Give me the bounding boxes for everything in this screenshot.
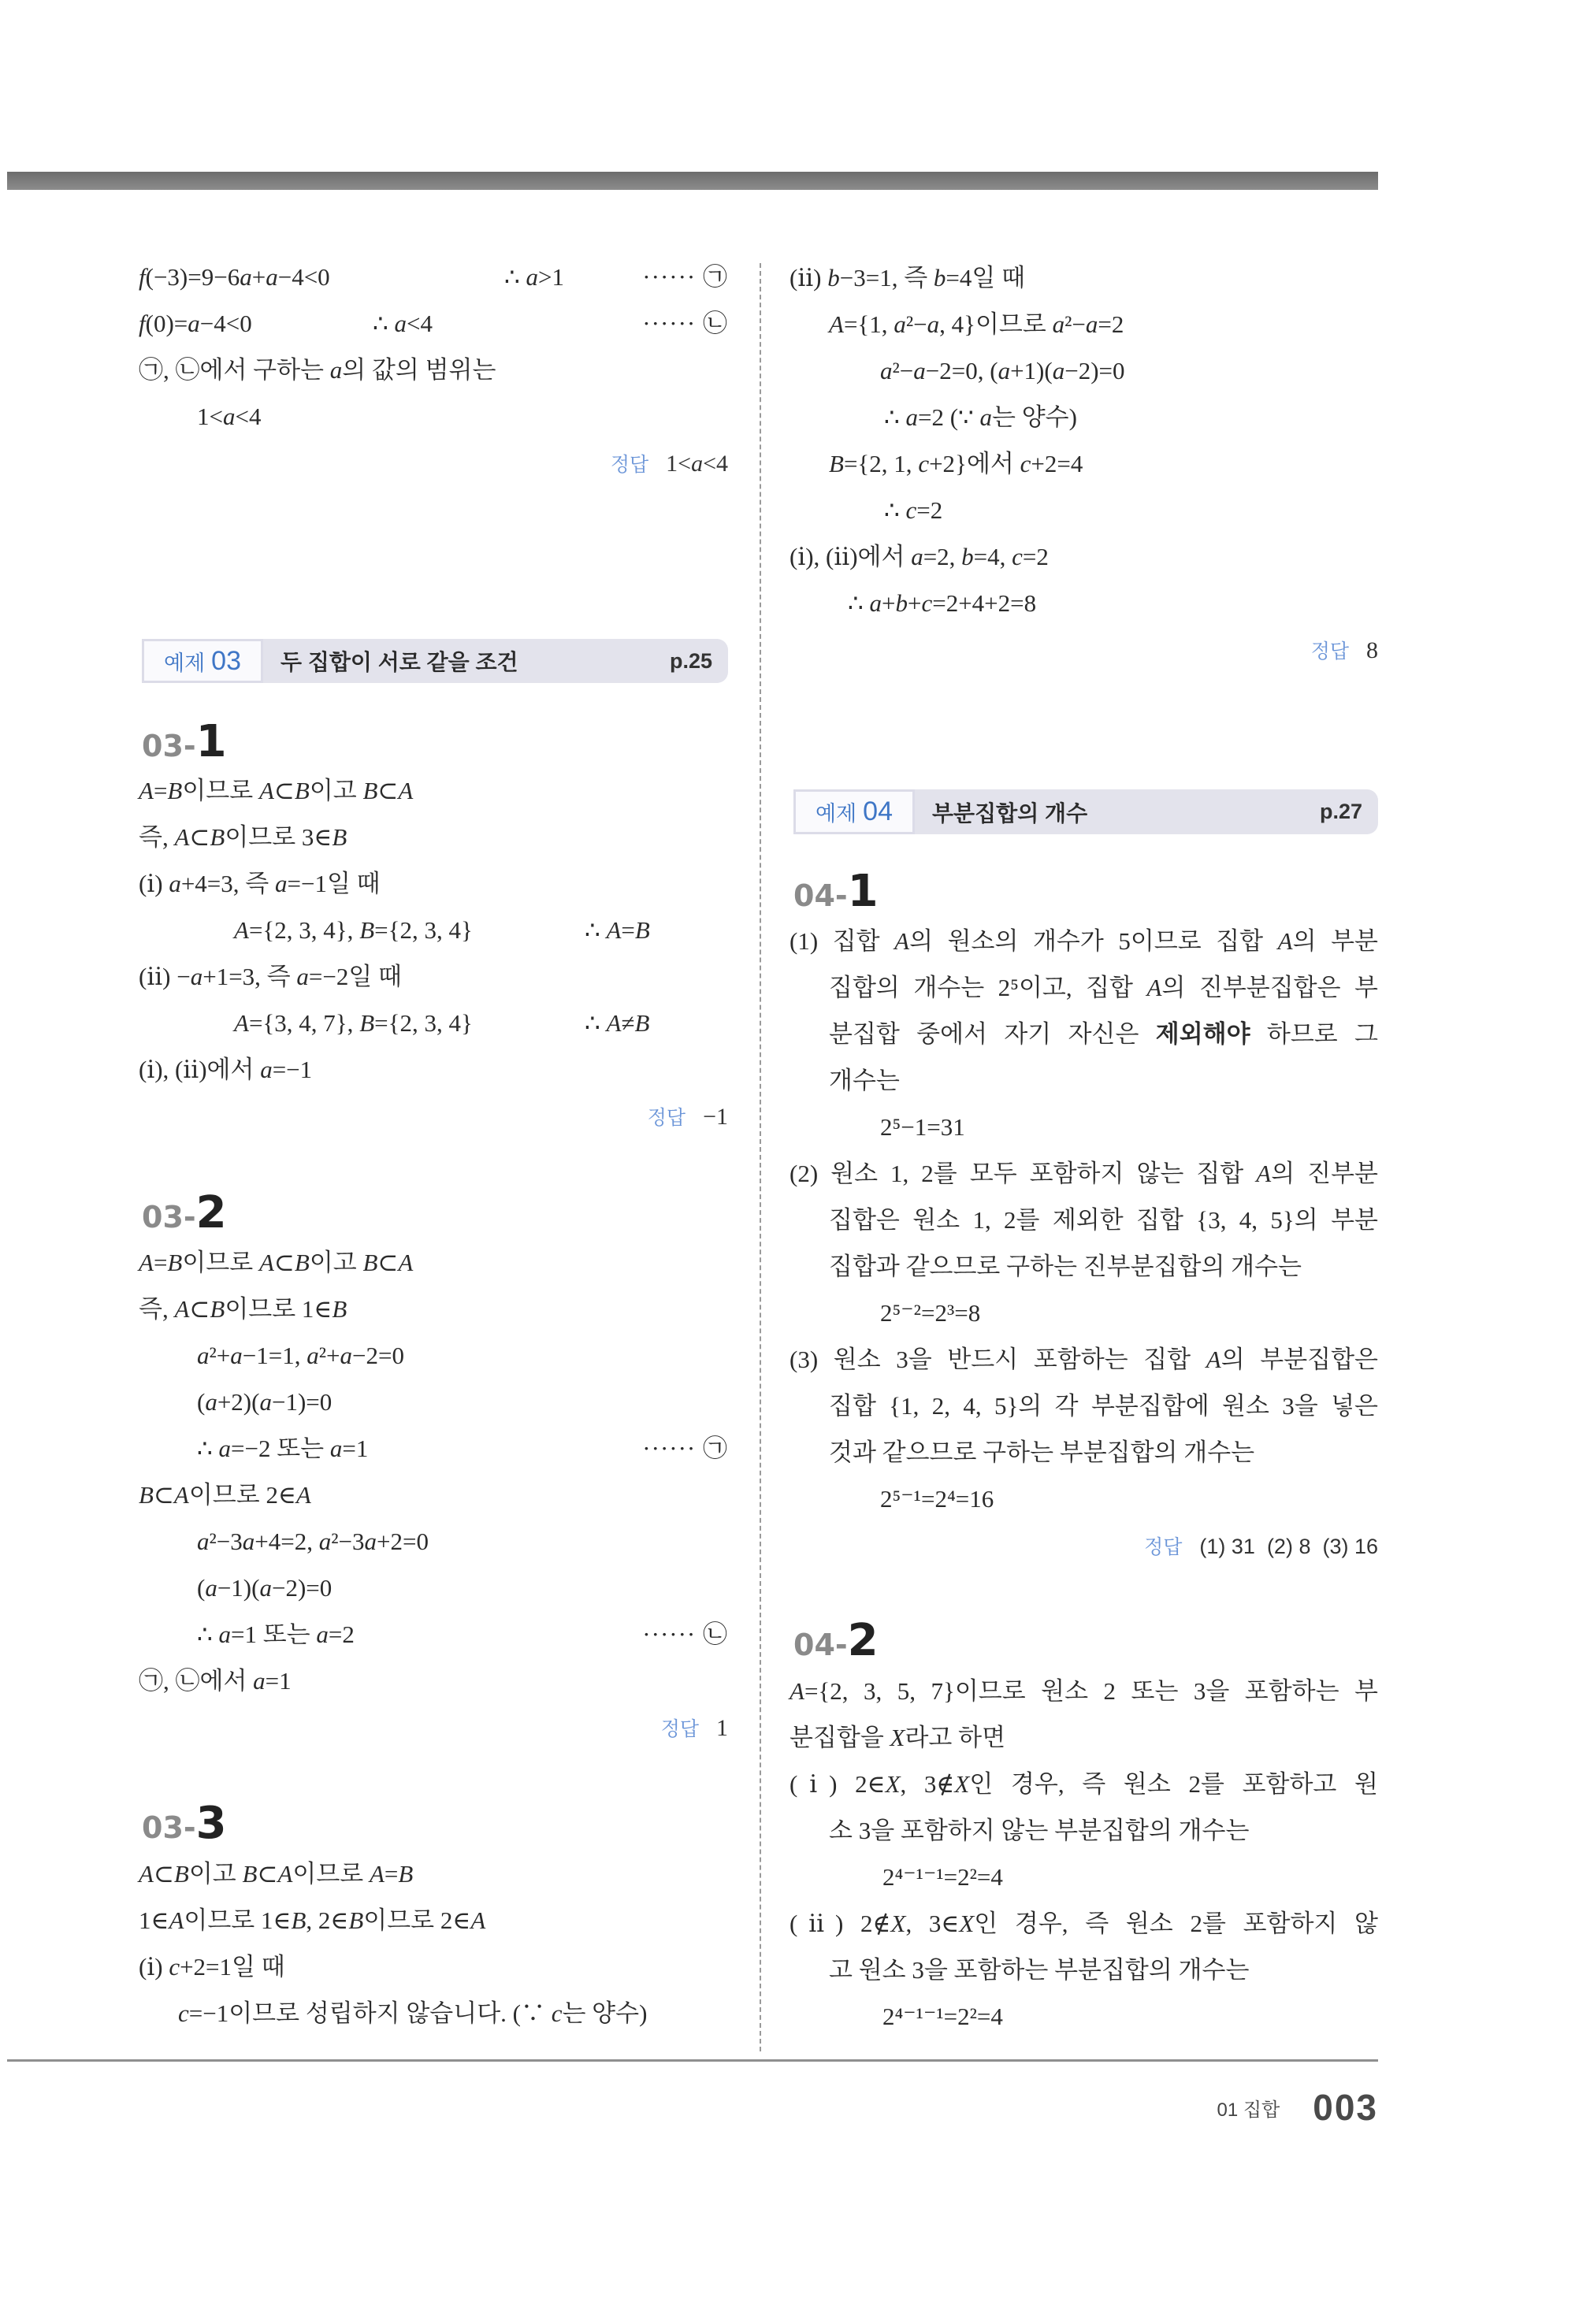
math-variable: a — [927, 310, 940, 338]
solution-line: B={2, 1, c+2}에서 c+2=4 — [829, 450, 1083, 477]
solution-04-1 — [790, 918, 1378, 1569]
math-variable: a — [329, 356, 343, 384]
math-variable: a — [205, 1388, 217, 1416]
problem-id-03-1 — [142, 715, 227, 770]
math-variable: f — [139, 263, 146, 291]
solution-line: 집합과 같으므로 구하는 진부분집합의 개수는 — [829, 1253, 1302, 1280]
problem-id-03-3 — [142, 1796, 227, 1851]
math-variable: a — [905, 403, 918, 431]
solution-line: (ⅰ) a+4=3, 즉 a=−1일 때 — [139, 870, 381, 897]
solution-line: A={2, 3, 5, 7}이므로 원소 2 또는 3을 포함하는 부 — [790, 1677, 1378, 1705]
solution-line: (ⅰ), (ⅱ)에서 a=2, b=4, c=2 — [790, 543, 1049, 570]
example-label: 예제 — [816, 802, 857, 826]
solution-line: ㉠, ㉡에서 구하는 a의 값의 범위는 — [139, 356, 496, 384]
problem-id-03-2 — [142, 1186, 227, 1241]
math-variable: A — [894, 927, 910, 955]
math-variable: X — [954, 1770, 970, 1798]
solution-03-1 — [139, 767, 728, 1139]
solution-line: A={1, a²−a, 4}이므로 a²−a=2 — [829, 310, 1124, 338]
example-title: 부분집합의 개수 — [932, 800, 1088, 826]
page-number: 003 — [1313, 2087, 1378, 2128]
math-variable: A — [169, 1906, 184, 1934]
math-variable: A — [174, 823, 190, 851]
math-variable: a — [266, 263, 278, 291]
answer-line — [139, 1704, 728, 1750]
solution-line — [790, 1011, 1378, 1057]
math-variable: A — [258, 1249, 274, 1276]
example-04-banner — [793, 789, 1378, 834]
math-variable: A — [1256, 1160, 1272, 1187]
math-variable: a — [188, 310, 200, 337]
example-tag — [793, 789, 915, 834]
solution-line: 것과 같으므로 구하는 부분집합의 개수는 — [829, 1439, 1255, 1466]
solution-line: (3) 원소 3을 반드시 포함하는 집합 A의 부분집합은 — [790, 1346, 1378, 1373]
math-variable: B — [332, 823, 347, 851]
problem-id-prefix: 03- — [142, 729, 196, 763]
math-variable: c — [921, 589, 933, 617]
math-variable: a — [218, 1435, 231, 1462]
math-variable: c — [551, 1999, 563, 2027]
solution-line — [139, 300, 728, 347]
math-variable: B — [167, 1249, 183, 1276]
math-variable: a — [691, 451, 704, 477]
problem-id-prefix: 03- — [142, 1810, 196, 1845]
math-variable: B — [348, 1906, 364, 1934]
line-text: A={2, 3, 4}, B={2, 3, 4} — [234, 916, 473, 944]
math-variable: A — [1206, 1346, 1221, 1373]
math-variable: A — [398, 1249, 414, 1276]
answer-value: −1 — [703, 1104, 728, 1130]
answer-line — [790, 1522, 1378, 1569]
page-reference: p.27 — [1319, 800, 1362, 823]
answer-value: 1 — [716, 1715, 728, 1741]
math-variable: a — [218, 1620, 231, 1648]
math-variable: b — [961, 543, 974, 570]
answer-value: 8 — [1366, 637, 1378, 663]
solution-line: ∴ a=2 (∵ a는 양수) — [884, 403, 1077, 431]
answer-line — [139, 1093, 728, 1139]
solution-line: (1) 집합 A의 원소의 개수가 5이므로 집합 A의 부분 — [790, 927, 1378, 955]
solution-line: ∴ c=2 — [884, 496, 943, 524]
problem-id-number: 1 — [847, 866, 879, 917]
math-variable: B — [362, 777, 378, 804]
math-variable: a — [296, 963, 309, 990]
math-variable: a — [307, 1342, 319, 1369]
math-variable: B — [829, 450, 844, 477]
math-variable: A — [790, 1677, 804, 1705]
math-variable: a — [240, 263, 252, 291]
math-variable: A — [234, 1009, 249, 1037]
solution-line: 2⁵⁻¹=2⁴=16 — [880, 1485, 994, 1513]
math-variable: a — [316, 1620, 329, 1648]
page-footer — [1103, 2086, 1378, 2137]
math-variable: a — [197, 1528, 210, 1555]
solution-line: ㉠, ㉡에서 a=1 — [139, 1667, 292, 1695]
math-variable: A — [829, 310, 844, 338]
solution-line: 분집합을 X라고 하면 — [790, 1724, 1006, 1751]
line-text: f(0)=a−4<0 — [139, 310, 252, 337]
example-number: 04 — [863, 796, 893, 826]
problem-id-number: 3 — [195, 1798, 227, 1849]
math-variable: A — [1277, 927, 1293, 955]
math-variable: a — [998, 357, 1011, 384]
math-variable: a — [259, 1388, 272, 1416]
continued-solution-left — [139, 254, 728, 486]
math-variable: a — [880, 357, 893, 384]
math-variable: A — [139, 1249, 154, 1276]
header-bar — [7, 172, 1378, 190]
problem-id-number: 2 — [847, 1615, 879, 1666]
solution-line: 즉, A⊂B이므로 1∈B — [139, 1295, 347, 1323]
solution-line: 2⁴⁻¹⁻¹=2²=4 — [882, 1863, 1003, 1891]
math-variable: A — [398, 777, 414, 804]
line-text: f(−3)=9−6a+a−4<0 — [139, 263, 330, 291]
line-text: 하므로 그 — [1250, 1020, 1378, 1048]
math-variable: A — [470, 1906, 486, 1934]
solution-line: 1<a<4 — [197, 403, 262, 430]
equation-marker: ······ ㉡ — [642, 310, 728, 337]
answer-label: 정답 — [1310, 640, 1349, 663]
solution-line — [139, 907, 728, 953]
math-variable: a — [913, 357, 926, 384]
solution-line: (ⅱ) 2∉X, 3∈X인 경우, 즉 원소 2를 포함하지 않 — [790, 1910, 1378, 1937]
math-variable: a — [253, 1667, 266, 1695]
solution-line: (ⅰ), (ⅱ)에서 a=−1 — [139, 1056, 313, 1083]
math-variable: B — [210, 823, 225, 851]
example-label: 예제 — [164, 651, 206, 675]
math-variable: a — [340, 1342, 353, 1369]
math-variable: A — [606, 916, 622, 944]
math-variable: a — [318, 1528, 332, 1555]
math-variable: X — [959, 1910, 975, 1937]
math-variable: A — [234, 916, 249, 944]
math-variable: b — [933, 264, 946, 291]
math-variable: a — [1052, 310, 1065, 338]
math-variable: B — [362, 1249, 378, 1276]
column-divider — [760, 263, 761, 2051]
math-variable: B — [398, 1860, 414, 1888]
math-variable: B — [242, 1860, 258, 1888]
example-03-banner — [142, 639, 728, 683]
math-variable: c — [918, 450, 930, 477]
solution-line: (2) 원소 1, 2를 모두 포함하지 않는 집합 A의 진부분 — [790, 1160, 1378, 1187]
math-variable: b — [827, 264, 840, 291]
math-variable: a — [329, 1435, 343, 1462]
solution-line — [139, 1611, 728, 1658]
emphasized-text: 제외해야 — [1155, 1020, 1250, 1048]
solution-line: a²−a−2=0, (a+1)(a−2)=0 — [880, 357, 1125, 384]
math-variable: a — [260, 1056, 273, 1083]
math-variable: A — [173, 1481, 189, 1509]
continued-solution-right — [790, 254, 1378, 673]
math-variable: A — [606, 1009, 622, 1037]
answer-line — [139, 440, 728, 486]
solution-line: 2⁵−1=31 — [880, 1113, 965, 1141]
problem-id-04-2 — [793, 1613, 879, 1669]
solution-line: B⊂A이므로 2∈A — [139, 1481, 311, 1509]
math-variable: B — [173, 1860, 189, 1888]
math-variable: c — [1012, 543, 1023, 570]
conclusion: ∴ a<4 — [373, 310, 433, 337]
problem-id-prefix: 03- — [142, 1200, 196, 1234]
solution-line: (ⅰ) 2∈X, 3∉X인 경우, 즉 원소 2를 포함하고 원 — [790, 1770, 1379, 1798]
math-variable: c — [905, 496, 917, 524]
solution-line: a²−3a+4=2, a²−3a+2=0 — [197, 1528, 429, 1555]
math-variable: A — [369, 1860, 385, 1888]
solution-line: c=−1이므로 성립하지 않습니다. (∵ c는 양수) — [178, 1999, 648, 2027]
line-text: 분집합 중에서 자기 자신은 — [829, 1020, 1156, 1048]
solution-line: 집합의 개수는 2⁵이고, 집합 A의 진부분집합은 부 — [829, 974, 1378, 1001]
math-variable: c — [1020, 450, 1031, 477]
answer-label: 정답 — [1144, 1536, 1183, 1558]
solution-03-3 — [139, 1851, 728, 2036]
conclusion: ∴ a>1 — [504, 263, 564, 291]
problem-id-prefix: 04- — [793, 878, 848, 913]
solution-line: 2⁴⁻¹⁻¹=2²=4 — [882, 2003, 1003, 2030]
answer-label: 정답 — [647, 1107, 686, 1129]
math-variable: a — [394, 310, 407, 337]
line-text: ∴ a=1 또는 a=2 — [197, 1620, 355, 1648]
math-variable: c — [169, 1953, 180, 1981]
math-variable: a — [894, 310, 906, 338]
math-variable: B — [294, 1249, 310, 1276]
math-variable: A — [277, 1860, 293, 1888]
math-variable: B — [167, 777, 183, 804]
problem-id-prefix: 04- — [793, 1628, 848, 1662]
solution-line: 개수는 — [829, 1067, 900, 1094]
solution-line: (a−1)(a−2)=0 — [197, 1574, 333, 1602]
math-variable: a — [205, 1574, 217, 1602]
math-variable: a — [911, 543, 923, 570]
math-variable: c — [178, 1999, 189, 2027]
math-variable: B — [294, 777, 310, 804]
answer-label: 정답 — [610, 454, 649, 476]
math-variable: B — [634, 916, 650, 944]
math-variable: B — [359, 916, 375, 944]
math-variable: A — [295, 1481, 311, 1509]
solution-line: (a+2)(a−1)=0 — [197, 1388, 333, 1416]
solution-line: A=B이므로 A⊂B이고 B⊂A — [139, 1249, 414, 1276]
solution-line: A⊂B이고 B⊂A이므로 A=B — [139, 1860, 414, 1888]
solution-line: 집합은 원소 1, 2를 제외한 집합 {3, 4, 5}의 부분 — [829, 1206, 1378, 1234]
equation-marker: ······ ㉠ — [642, 1435, 728, 1462]
math-variable: A — [139, 777, 154, 804]
solution-line: 고 원소 3을 포함하는 부분집합의 개수는 — [829, 1956, 1250, 1984]
problem-id-number: 1 — [195, 716, 227, 767]
example-tag — [142, 639, 263, 683]
answer-value: 1<a<4 — [666, 451, 728, 477]
example-number: 03 — [211, 645, 241, 676]
solution-03-2 — [139, 1239, 728, 1750]
math-variable: f — [139, 310, 146, 337]
example-title: 두 집합이 서로 같을 조건 — [281, 650, 518, 674]
solution-line: (ⅰ) c+2=1일 때 — [139, 1953, 285, 1981]
math-variable: a — [274, 870, 288, 897]
solution-line: 즉, A⊂B이므로 3∈B — [139, 823, 347, 851]
answer-value: (1) 31 (2) 8 (3) 16 — [1199, 1535, 1378, 1558]
math-variable: a — [190, 963, 203, 990]
math-variable: X — [885, 1770, 901, 1798]
math-variable: A — [258, 777, 274, 804]
math-variable: a — [259, 1574, 272, 1602]
math-variable: A — [1146, 974, 1162, 1001]
conclusion: ∴ A=B — [585, 916, 650, 944]
math-variable: a — [222, 403, 236, 430]
math-variable: X — [890, 1724, 905, 1751]
math-variable: a — [230, 1342, 243, 1369]
answer-label: 정답 — [660, 1718, 699, 1740]
problem-id-number: 2 — [195, 1187, 227, 1238]
problem-id-04-1 — [793, 864, 879, 919]
solution-line: (ⅱ) −a+1=3, 즉 a=−2일 때 — [139, 963, 402, 990]
equation-marker: ······ ㉡ — [642, 1620, 728, 1648]
math-variable: A — [139, 1860, 154, 1888]
line-text: A={3, 4, 7}, B={2, 3, 4} — [234, 1009, 473, 1037]
solution-line — [139, 254, 728, 300]
page-reference: p.25 — [669, 648, 712, 673]
conclusion: ∴ A≠B — [585, 1009, 650, 1037]
solution-line: ∴ a+b+c=2+4+2=8 — [848, 589, 1037, 617]
math-variable: a — [242, 1528, 255, 1555]
math-variable: b — [895, 589, 908, 617]
math-variable: a — [979, 403, 993, 431]
math-variable: a — [169, 870, 181, 897]
solution-line: (ⅱ) b−3=1, 즉 b=4일 때 — [790, 264, 1026, 291]
math-variable: B — [210, 1295, 225, 1323]
math-variable: a — [197, 1342, 210, 1369]
solution-line: 2⁵⁻²=2³=8 — [880, 1299, 981, 1327]
line-text: ∴ a=−2 또는 a=1 — [197, 1435, 369, 1462]
solution-line: a²+a−1=1, a²+a−2=0 — [197, 1342, 404, 1369]
solution-line — [139, 1425, 728, 1472]
answer-line — [790, 626, 1378, 673]
solution-line: 1∈A이므로 1∈B, 2∈B이므로 2∈A — [139, 1906, 486, 1934]
math-variable: B — [359, 1009, 375, 1037]
math-variable: B — [291, 1906, 307, 1934]
solution-line: 집합 {1, 2, 4, 5}의 각 부분집합에 원소 3을 넣은 — [829, 1392, 1378, 1420]
math-variable: a — [1052, 357, 1065, 384]
math-variable: B — [139, 1481, 154, 1509]
solution-line — [139, 1000, 728, 1046]
footer-rule — [7, 2059, 1378, 2062]
math-variable: A — [174, 1295, 190, 1323]
solution-04-2 — [790, 1668, 1378, 2040]
solution-line: A=B이므로 A⊂B이고 B⊂A — [139, 777, 414, 804]
math-variable: X — [890, 1910, 906, 1937]
math-variable: a — [364, 1528, 377, 1555]
math-variable: a — [869, 589, 882, 617]
math-variable: B — [332, 1295, 347, 1323]
chapter-label: 01 집합 — [1217, 2099, 1280, 2121]
math-variable: a — [1085, 310, 1098, 338]
equation-marker: ······ ㉠ — [642, 263, 728, 291]
solution-line: 소 3을 포함하지 않는 부분집합의 개수는 — [829, 1817, 1250, 1844]
math-variable: B — [634, 1009, 650, 1037]
math-variable: a — [526, 263, 538, 291]
